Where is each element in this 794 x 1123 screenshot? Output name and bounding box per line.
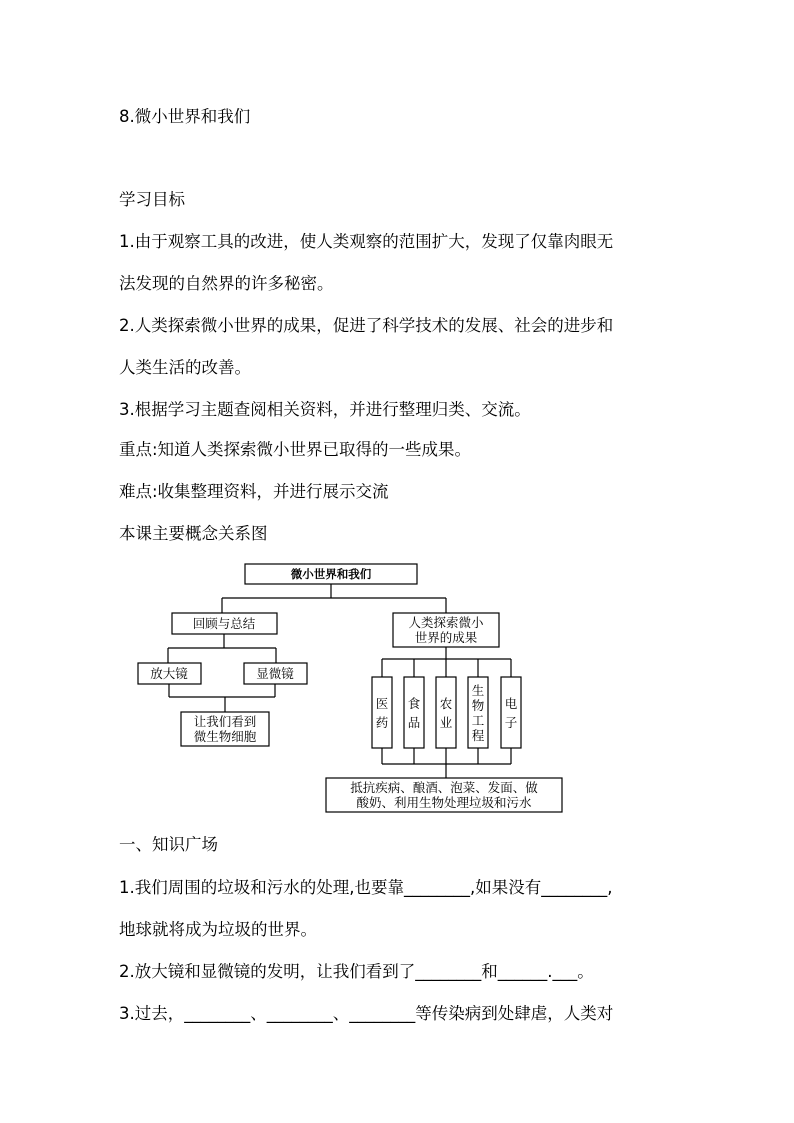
see-microbes-line-1: 让我们看到: [193, 714, 257, 729]
results-line-2: 酸奶、利用生物处理垃圾和污水: [356, 795, 532, 810]
question-3: 3.过去，________、________、________等传染病到处肆虐，人类对: [119, 1004, 614, 1023]
key-point: 重点:知道人类探索微小世界已取得的一些成果。: [119, 440, 472, 459]
difficulty: 难点:收集整理资料，并进行展示交流: [119, 482, 389, 501]
field-node-agriculture: [436, 677, 456, 748]
goal-2-line-2: 人类生活的改善。: [119, 358, 251, 377]
root-node-label: 微小世界和我们: [290, 567, 372, 581]
goal-1-line-1: 1.由于观察工具的改进，使人类观察的范围扩大，发现了仅靠肉眼无: [119, 232, 614, 251]
field-char-electronics: 子: [504, 715, 518, 730]
goal-2-line-1: 2.人类探索微小世界的成果，促进了科学技术的发展、社会的进步和: [119, 316, 614, 335]
field-char-electronics: 电: [504, 696, 518, 711]
field-node-food: [404, 677, 424, 748]
question-2: 2.放大镜和显微镜的发明，让我们看到了________和______.___。: [119, 962, 594, 981]
exploration-results-line-1: 人类探索微小: [408, 615, 484, 630]
field-char-medicine: 药: [375, 715, 389, 730]
question-1-line-2: 地球就将成为垃圾的世界。: [119, 920, 317, 939]
goals-heading: 学习目标: [119, 190, 185, 209]
microscope-label: 显微镜: [256, 666, 294, 681]
exploration-results-line-2: 世界的成果: [414, 630, 478, 645]
field-char-bioengineering: 生: [471, 683, 485, 698]
magnifier-label: 放大镜: [150, 666, 188, 681]
field-char-food: 食: [407, 696, 421, 711]
field-char-agriculture: 农: [439, 696, 453, 711]
question-1-line-1: 1.我们周围的垃圾和污水的处理,也要靠________,如果没有________,: [119, 878, 613, 897]
goal-3: 3.根据学习主题查阅相关资料，并进行整理归类、交流。: [119, 400, 531, 419]
field-char-food: 品: [407, 715, 421, 730]
field-char-bioengineering: 程: [471, 728, 485, 743]
goal-1-line-2: 法发现的自然界的许多秘密。: [119, 274, 334, 293]
field-node-medicine: [372, 677, 392, 748]
field-char-agriculture: 业: [439, 715, 453, 730]
field-char-bioengineering: 物: [471, 698, 485, 713]
knowledge-heading: 一、知识广场: [119, 835, 218, 854]
review-summary-label: 回顾与总结: [192, 616, 256, 631]
results-line-1: 抵抗疾病、酿酒、泡菜、发面、做: [350, 780, 538, 795]
field-char-medicine: 医: [375, 696, 389, 711]
concept-map-heading: 本课主要概念关系图: [119, 524, 268, 543]
field-node-electronics: [501, 677, 521, 748]
field-char-bioengineering: 工: [471, 713, 485, 728]
page-title: 8.微小世界和我们: [119, 107, 251, 126]
see-microbes-line-2: 微生物细胞: [193, 729, 257, 744]
